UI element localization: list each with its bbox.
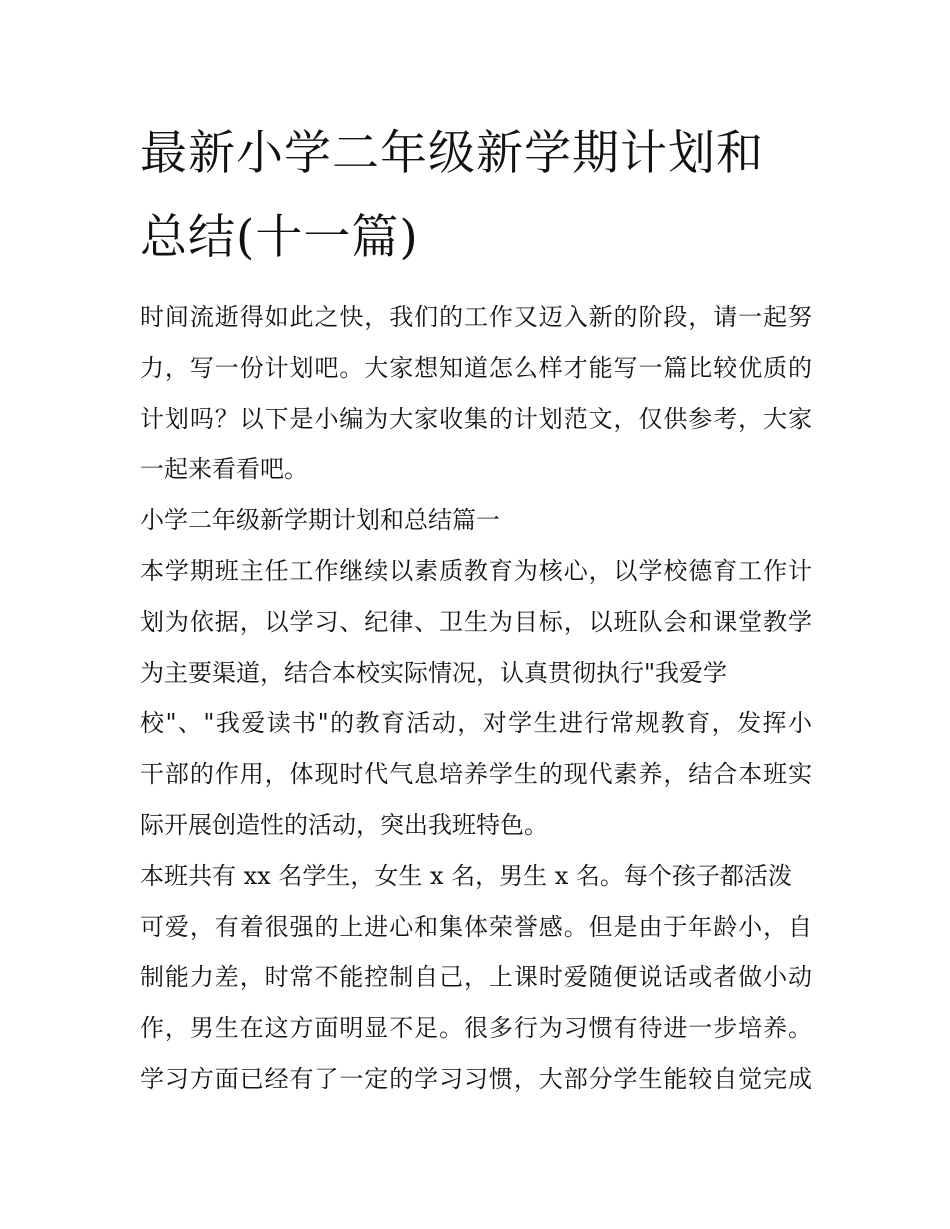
body-line: 干部的作用，体现时代气息培养学生的现代素养，结合本班实 <box>140 760 812 789</box>
title-line-1: 最新小学二年级新学期计划和 <box>140 126 764 181</box>
body-line: 为主要渠道，结合本校实际情况，认真贯彻执行"我爱学 <box>140 658 728 687</box>
body-line: 一起来看看吧。 <box>140 455 308 484</box>
document-title <box>140 112 812 280</box>
document-body <box>140 292 812 1105</box>
body-line: 学习方面已经有了一定的学习习惯，大部分学生能较自觉完成 <box>140 1064 812 1093</box>
document-page <box>140 112 812 1105</box>
body-line: 制能力差，时常不能控制自己，上课时爱随便说话或者做小动 <box>140 963 812 992</box>
body-line: 作，男生在这方面明显不足。很多行为习惯有待进一步培养。 <box>140 1014 812 1043</box>
body-line: 际开展创造性的活动，突出我班特色。 <box>140 810 548 839</box>
body-line: 本班共有 xx 名学生，女生 x 名，男生 x 名。每个孩子都活泼 <box>140 861 792 890</box>
body-line: 力，写一份计划吧。大家想知道怎么样才能写一篇比较优质的 <box>140 353 812 382</box>
body-line: 本学期班主任工作继续以素质教育为核心，以学校德育工作计 <box>140 556 812 585</box>
section-heading: 小学二年级新学期计划和总结篇一 <box>140 506 500 535</box>
body-line: 校"、"我爱读书"的教育活动，对学生进行常规教育，发挥小 <box>140 709 812 738</box>
title-line-2: 总结(十一篇) <box>140 210 419 265</box>
body-line: 计划吗？以下是小编为大家收集的计划范文，仅供参考，大家 <box>140 404 812 433</box>
body-line: 可爱，有着很强的上进心和集体荣誉感。但是由于年龄小，自 <box>140 912 812 941</box>
body-line: 划为依据，以学习、纪律、卫生为目标，以班队会和课堂教学 <box>140 607 812 636</box>
body-line: 时间流逝得如此之快，我们的工作又迈入新的阶段，请一起努 <box>140 303 812 331</box>
